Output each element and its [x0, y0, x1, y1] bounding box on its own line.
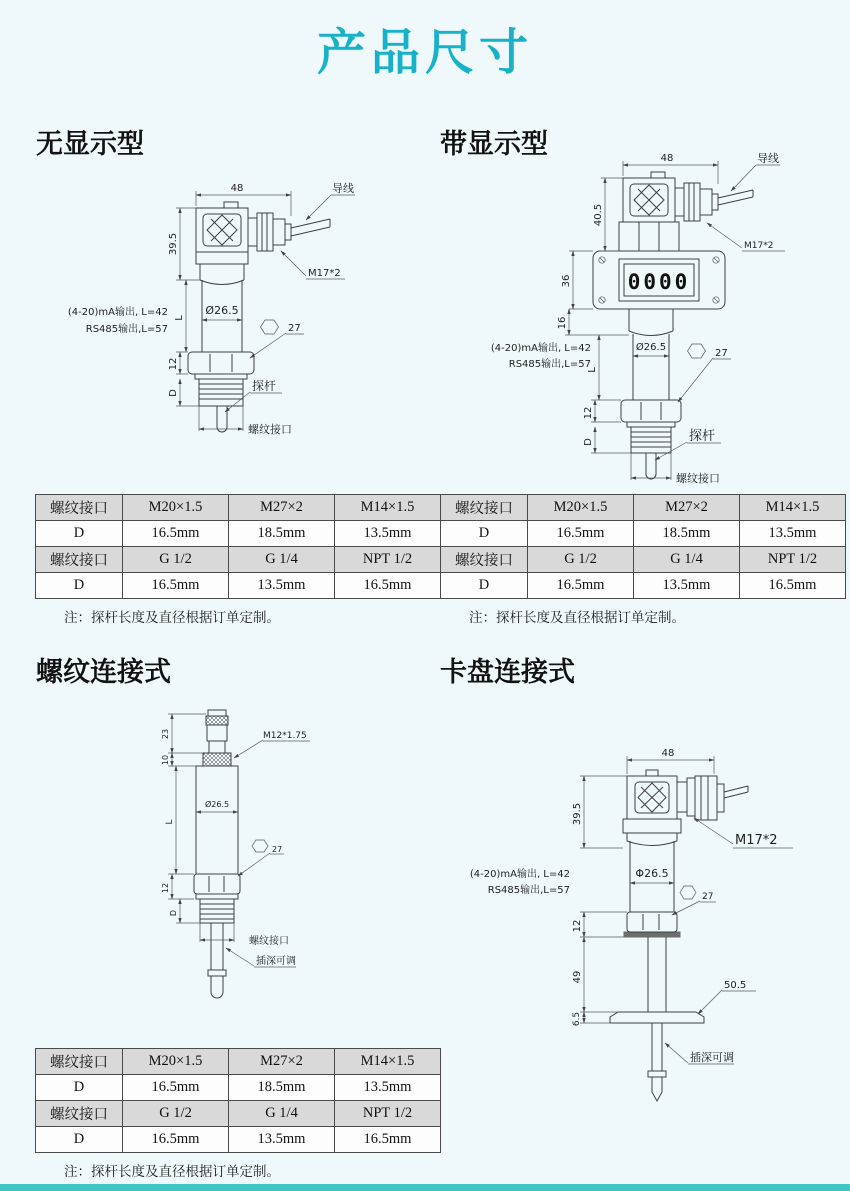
dim-body-length-label: L — [587, 367, 598, 373]
table-cell: M20×1.5 — [123, 1049, 229, 1075]
table-cell: M14×1.5 — [335, 495, 441, 521]
hex-across-flats-icon — [688, 344, 706, 358]
dim-hex-label: 12 — [572, 919, 583, 933]
table-row — [36, 1101, 441, 1127]
hex-size-label: 27 — [288, 323, 301, 334]
table-cell: M27×2 — [634, 495, 740, 521]
wire-label: 导线 — [757, 152, 779, 165]
output-line1: (4-20)mA输出, L=42 — [67, 307, 168, 318]
table-cell: M14×1.5 — [335, 1049, 441, 1075]
dim-body-length-label: L — [165, 819, 175, 825]
depth-adjust-label: 插深可调 — [690, 1051, 734, 1064]
table-cell: 16.5mm — [123, 573, 229, 599]
drawing-no-display-type — [38, 178, 388, 450]
output-line1: (4-20)mA输出, L=42 — [469, 869, 570, 880]
dim-hex-label: 12 — [161, 882, 170, 894]
body-diameter-label: Ø26.5 — [635, 342, 667, 353]
dim-thread-label: D — [168, 389, 179, 397]
body-diameter-label: Ø26.5 — [204, 800, 230, 809]
body-diameter-label: Φ26.5 — [635, 867, 669, 880]
table-cell: D — [441, 521, 528, 547]
table-note: 注：探杆长度及直径根据订单定制。 — [469, 610, 685, 626]
table-cell: 螺纹接口 — [36, 495, 123, 521]
table-cell: G 1/4 — [634, 547, 740, 573]
table-cell: 13.5mm — [335, 521, 441, 547]
table-row — [36, 1049, 441, 1075]
table-cell: 16.5mm — [528, 521, 634, 547]
probe-label: 探杆 — [689, 429, 716, 444]
table-cell: M14×1.5 — [740, 495, 846, 521]
hex-size-label: 27 — [715, 348, 728, 359]
table-cell: 18.5mm — [634, 521, 740, 547]
ferrule-diameter-label: 50.5 — [724, 980, 747, 991]
dim-neck-label: 16 — [557, 316, 568, 330]
table-cell: 16.5mm — [335, 1127, 441, 1153]
dimensions — [491, 151, 785, 485]
table-cell: D — [36, 1127, 123, 1153]
table-cell: 16.5mm — [740, 573, 846, 599]
table-cell: G 1/4 — [229, 547, 335, 573]
table-cell: 13.5mm — [229, 573, 335, 599]
table-row — [36, 1075, 441, 1101]
drawing-threaded-type — [60, 702, 390, 1017]
table-cell: 16.5mm — [528, 573, 634, 599]
dim-body-length-label: L — [174, 315, 185, 321]
body-diameter-label: Ø26.5 — [205, 304, 239, 317]
output-line2: RS485输出,L=57 — [487, 885, 570, 896]
table-cell: 18.5mm — [229, 521, 335, 547]
hex-size-label: 27 — [702, 892, 714, 902]
dim-hex-label: 12 — [583, 406, 594, 420]
port-label: 螺纹接口 — [676, 472, 720, 485]
table-cell: 螺纹接口 — [36, 1049, 123, 1075]
dim-width-label: 48 — [661, 748, 675, 759]
dim-hex-label: 12 — [168, 357, 179, 371]
table-cell: D — [36, 573, 123, 599]
table-cell: 13.5mm — [229, 1127, 335, 1153]
spec-table-with-display — [440, 494, 846, 599]
hex-across-flats-icon — [680, 886, 696, 899]
output-line2: RS485输出,L=57 — [85, 324, 168, 335]
sensor-outline — [188, 202, 330, 432]
knurled-thread — [203, 753, 231, 766]
top-thread-label: M12*1.75 — [263, 731, 307, 741]
dim-tube-label: 49 — [572, 970, 583, 984]
port-label: 螺纹接口 — [249, 936, 289, 947]
table-cell: 13.5mm — [740, 521, 846, 547]
section-heading-threaded: 螺纹连接式 — [36, 657, 171, 688]
table-row — [441, 495, 846, 521]
hex-across-flats-icon — [252, 840, 268, 852]
table-row — [36, 521, 441, 547]
bottom-accent-bar — [0, 1184, 850, 1191]
drawing-with-display-type — [445, 148, 845, 492]
dim-height-label: 40.5 — [593, 203, 604, 227]
gland-thread-label: M17*2 — [308, 268, 341, 279]
table-row — [36, 547, 441, 573]
spec-table-no-display — [35, 494, 441, 599]
table-cell: 螺纹接口 — [36, 547, 123, 573]
page-title: 产品尺寸 — [316, 24, 533, 81]
dim-width-label: 48 — [230, 183, 244, 194]
output-line2: RS485输出,L=57 — [508, 359, 591, 370]
table-row — [441, 573, 846, 599]
table-cell: G 1/4 — [229, 1101, 335, 1127]
table-cell: G 1/2 — [123, 547, 229, 573]
sensor-outline — [593, 172, 753, 479]
table-cell: G 1/2 — [528, 547, 634, 573]
table-row — [36, 1127, 441, 1153]
table-cell: 16.5mm — [335, 573, 441, 599]
table-cell: 18.5mm — [229, 1075, 335, 1101]
table-cell: 13.5mm — [335, 1075, 441, 1101]
probe-rod — [217, 406, 227, 432]
table-cell: NPT 1/2 — [740, 547, 846, 573]
probe-label: 探杆 — [252, 379, 277, 393]
table-note: 注：探杆长度及直径根据订单定制。 — [64, 1164, 280, 1180]
table-cell: 16.5mm — [123, 1127, 229, 1153]
table-row — [441, 547, 846, 573]
probe-rod — [646, 453, 656, 479]
table-cell: M27×2 — [229, 1049, 335, 1075]
table-row — [441, 521, 846, 547]
table-row — [36, 573, 441, 599]
table-cell: D — [36, 521, 123, 547]
dim-ferrule-label: 6.5 — [572, 1011, 582, 1027]
dim-width-label: 48 — [660, 153, 674, 164]
table-cell: 螺纹接口 — [36, 1101, 123, 1127]
table-cell: M27×2 — [229, 495, 335, 521]
dim-height-label: 39.5 — [168, 232, 179, 256]
table-cell: M20×1.5 — [123, 495, 229, 521]
table-cell: G 1/2 — [123, 1101, 229, 1127]
depth-adjust-label: 插深可调 — [256, 956, 296, 967]
probe-ring — [648, 1071, 666, 1077]
table-cell: 16.5mm — [123, 1075, 229, 1101]
wire-label: 导线 — [332, 182, 354, 195]
output-line1: (4-20)mA输出, L=42 — [490, 343, 591, 354]
probe-rod — [211, 976, 223, 998]
dim-knurl-label: 10 — [161, 754, 170, 766]
table-cell: 螺纹接口 — [441, 495, 528, 521]
gland-thread-label: M17*2 — [744, 241, 774, 251]
table-cell: NPT 1/2 — [335, 547, 441, 573]
drawing-clamp-type — [430, 736, 850, 1108]
hex-size-label: 27 — [272, 845, 283, 854]
section-heading-with-display: 带显示型 — [440, 129, 548, 160]
table-note: 注：探杆长度及直径根据订单定制。 — [64, 610, 280, 626]
section-heading-no-display: 无显示型 — [36, 129, 144, 160]
dim-height-label: 39.5 — [572, 802, 583, 826]
table-row — [36, 495, 441, 521]
table-cell: 螺纹接口 — [441, 547, 528, 573]
dim-display-label: 36 — [561, 274, 572, 288]
table-cell: D — [36, 1075, 123, 1101]
table-cell: NPT 1/2 — [335, 1101, 441, 1127]
dim-thread-label: D — [583, 438, 594, 446]
display-readout: 0000 — [627, 270, 691, 294]
table-cell: M20×1.5 — [528, 495, 634, 521]
dimensions — [161, 714, 310, 967]
section-heading-clamp: 卡盘连接式 — [440, 657, 575, 688]
probe-ring — [208, 970, 226, 976]
gland-thread-label: M17*2 — [735, 833, 778, 848]
dim-top-label: 23 — [161, 728, 170, 740]
port-label: 螺纹接口 — [248, 423, 292, 436]
dimensions — [470, 748, 793, 1064]
hex-across-flats-icon — [261, 320, 279, 334]
dim-thread-label: D — [169, 909, 178, 917]
table-cell: D — [441, 573, 528, 599]
table-cell: 13.5mm — [634, 573, 740, 599]
table-cell: 16.5mm — [123, 521, 229, 547]
probe-rod — [652, 1077, 662, 1101]
spec-table-threaded — [35, 1048, 441, 1153]
clamp-ferrule — [610, 1012, 704, 1023]
